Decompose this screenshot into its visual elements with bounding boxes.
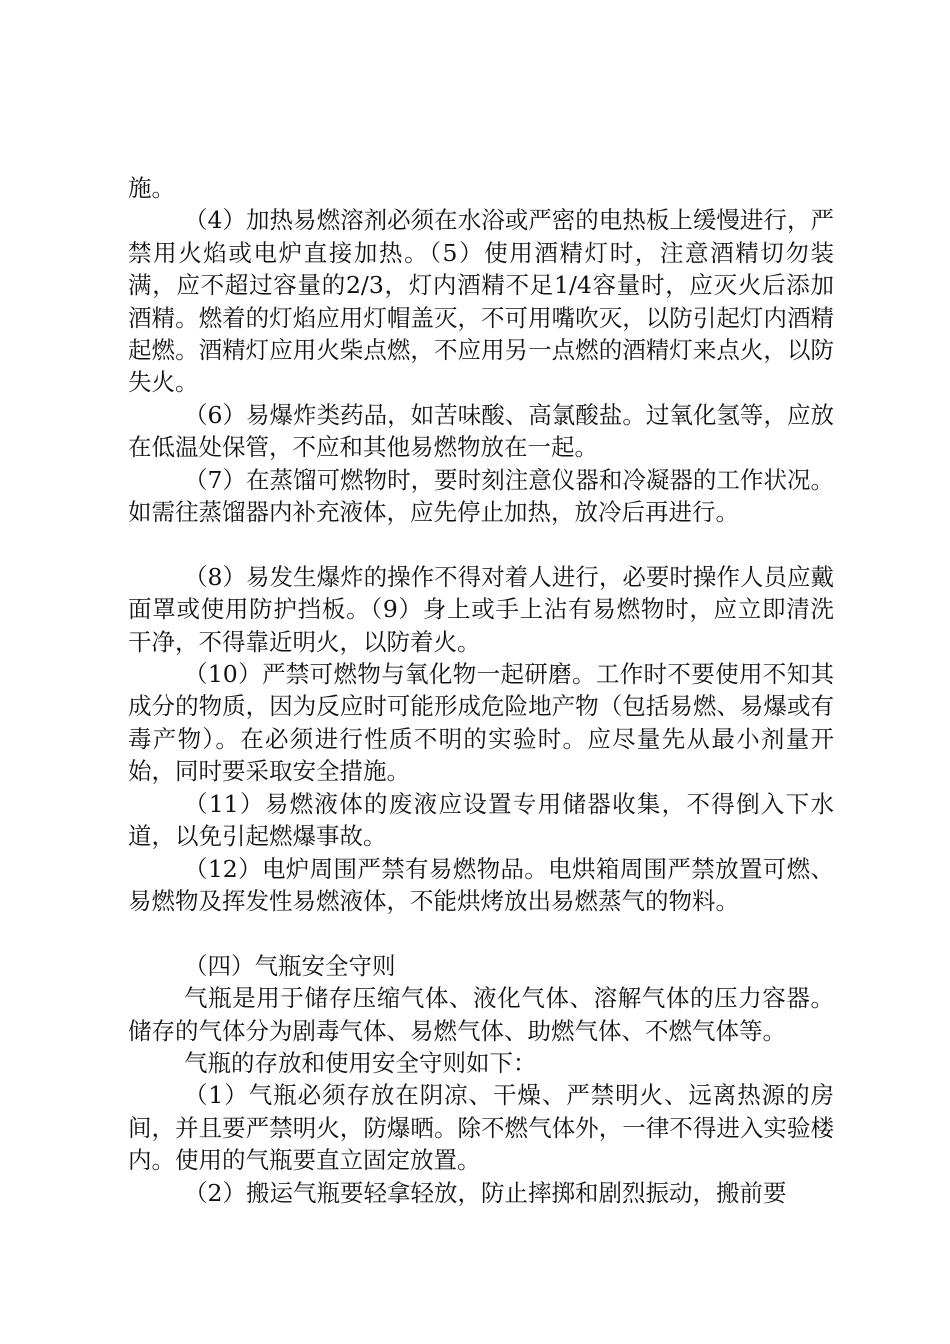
paragraph-spacer	[128, 917, 834, 949]
section-heading: （四）气瓶安全守则	[184, 951, 396, 980]
paragraph-item-11: （11）易燃液体的废液应设置专用储器收集，不得倒入下水道，以免引起燃爆事故。	[128, 789, 834, 851]
paragraph-spacer	[128, 528, 834, 560]
paragraph-item-7: （7）在蒸馏可燃物时，要时刻注意仪器和冷凝器的工作状况。如需往蒸馏器内补充液体，应先停止加热，放冷后再进行。	[128, 465, 834, 527]
paragraph-item-4-5: （4）加热易燃溶剂必须在水浴或严密的电热板上缓慢进行，严禁用火焰或电炉直接加热。（5）使用酒精灯时，注意酒精切勿装满，应不超过容量的2/3，灯内酒精不足1/4容量时，应灭火后添加酒精。燃着的灯焰应用灯帽盖灭，不可用嘴吹灭，以防引起灯内酒精起燃。酒精灯应用火柴点燃，不应用另一点燃的酒精灯来点火，以防失火。	[128, 206, 834, 397]
paragraph-rules-intro: 气瓶的存放和使用安全守则如下：	[184, 1048, 537, 1077]
paragraph-item-6: （6）易爆炸类药品，如苦味酸、高氯酸盐。过氧化氢等，应放在低温处保管，不应和其他易燃物放在一起。	[128, 400, 834, 462]
paragraph-rule-2: （2）搬运气瓶要轻拿轻放，防止摔掷和剧烈振动，搬前要	[184, 1178, 787, 1207]
paragraph-item-10: （10）严禁可燃物与氧化物一起研磨。工作时不要使用不知其成分的物质，因为反应时可能形成危险地产物（包括易燃、易爆或有毒产物）。在必须进行性质不明的实验时。应尽量先从最小剂量开始，同时要采取安全措施。	[128, 660, 834, 786]
paragraph-rule-1: （1）气瓶必须存放在阴凉、干燥、严禁明火、远离热源的房间，并且要严禁明火，防爆晒。除不燃气体外，一律不得进入实验楼内。使用的气瓶要直立固定放置。	[128, 1081, 834, 1175]
paragraph-gas-cylinder-intro: 气瓶是用于储存压缩气体、液化气体、溶解气体的压力容器。储存的气体分为剧毒气体、易燃气体、助燃气体、不燃气体等。	[128, 984, 834, 1045]
paragraph-item-8-9: （8）易发生爆炸的操作不得对着人进行，必要时操作人员应戴面罩或使用防护挡板。（9）身上或手上沾有易燃物时，应立即清洗干净，不得靠近明火，以防着火。	[128, 562, 834, 656]
paragraph-item-12: （12）电炉周围严禁有易燃物品。电烘箱周围严禁放置可燃、易燃物及挥发性易燃液体，不能烘烤放出易燃蒸气的物料。	[128, 854, 834, 915]
paragraph-continuation: 施。	[128, 174, 175, 202]
document-body	[128, 172, 834, 1209]
